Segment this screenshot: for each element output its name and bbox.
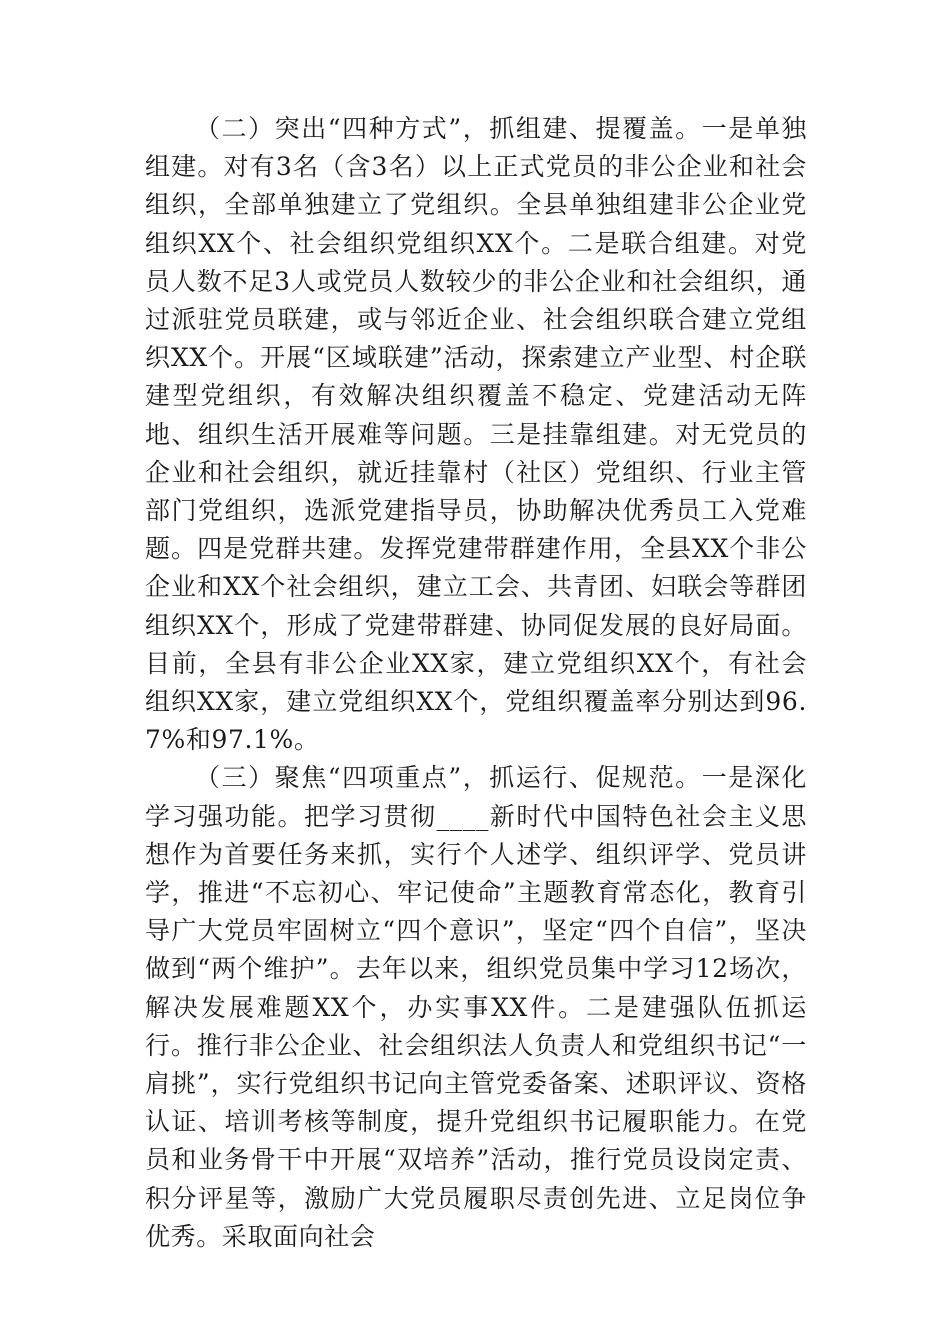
paragraph-section-3: （三）聚焦“四项重点”，抓运行、促规范。一是深化学习强功能。把学习贯彻____新时代中国特色社会主义思想作为首要任务来抓，实行个人述学、组织评学、党员讲学，推进“不忘初心、牢记使命”主题教育常态化，教育引导广大党员牢固树立“四个意识”，坚定“四个自信”，坚决做到“两个维护”。去年以来，组织党员集中学习12场次，解决发展难题XX个，办实事XX件。二是建强队伍抓运行。推行非公企业、社会组织法人负责人和党组织书记“一肩挑”，实行党组织书记向主管党委备案、述职评议、资格认证、培训考核等制度，提升党组织书记履职能力。在党员和业务骨干中开展“双培养”活动，推行党员设岗定责、积分评星等，激励广大党员履职尽责创先进、立足岗位争优秀。采取面向社会 xyxy=(145,763,807,1251)
document-body xyxy=(145,110,807,1256)
paragraph-section-2: （二）突出“四种方式”，抓组建、提覆盖。一是单独组建。对有3名（含3名）以上正式党员的非公企业和社会组织，全部单独建立了党组织。全县单独组建非公企业党组织XX个、社会组织党组织XX个。二是联合组建。对党员人数不足3人或党员人数较少的非公企业和社会组织，通过派驻党员联建，或与邻近企业、社会组织联合建立党组织XX个。开展“区域联建”活动，探索建立产业型、村企联建型党组织，有效解决组织覆盖不稳定、党建活动无阵地、组织生活开展难等问题。三是挂靠组建。对无党员的企业和社会组织，就近挂靠村（社区）党组织、行业主管部门党组织，选派党建指导员，协助解决优秀员工入党难题。四是党群共建。发挥党建带群建作用，全县XX个非公企业和XX个社会组织，建立工会、共青团、妇联会等群团组织XX个，形成了党建带群建、协同促发展的良好局面。目前，全县有非公企业XX家，建立党组织XX个，有社会组织XX家，建立党组织XX个，党组织覆盖率分别达到96.7%和97.1%。 xyxy=(145,114,807,755)
